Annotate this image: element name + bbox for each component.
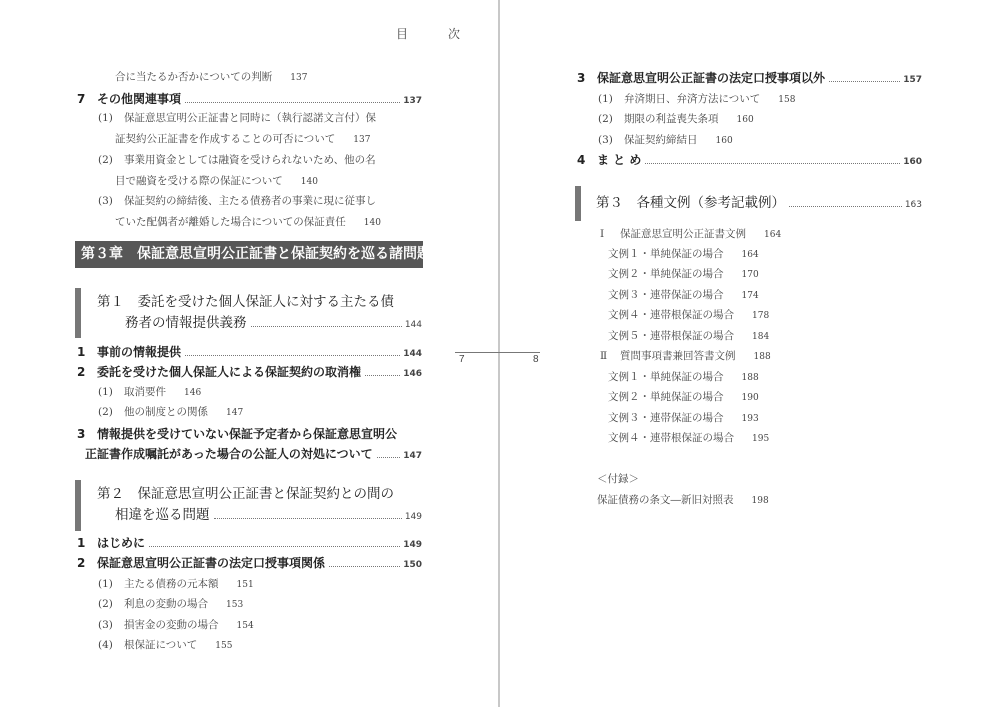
toc-entry-s2-2: [77, 553, 422, 573]
entry-title: 委託を受けた個人保証人による保証契約の取消権: [97, 365, 362, 379]
section-3-bar: [575, 186, 581, 221]
dot-leader: [645, 162, 900, 164]
entry-title: 目で融資を受ける際の保証について: [115, 175, 283, 187]
toc-entry-r3: [577, 68, 922, 88]
entry-title: 保証債務の条文―新旧対照表: [597, 494, 734, 506]
entry-page-number: 151: [236, 580, 254, 590]
entry-title: 事業用資金としては融資を受けられないため、他の名: [124, 154, 376, 166]
toc-example: [608, 264, 759, 284]
entry-number: Ⅱ: [600, 350, 608, 362]
entry-title: 保証意思宣明公正証書と同時に（執行認諾文言付）保: [124, 112, 376, 124]
entry-page-number: 178: [752, 311, 770, 321]
entry-page-number: 174: [741, 291, 759, 301]
toc-subentry-s2-2-1: [98, 574, 254, 594]
entry-number: (2): [598, 113, 613, 125]
entry-title: 証契約公正証書を作成することの可否について: [115, 133, 336, 145]
entry-title: はじめに: [97, 536, 146, 550]
page-number-left: 7: [459, 354, 465, 365]
entry-page-number: 150: [403, 560, 422, 570]
entry-number: Ⅰ: [600, 228, 605, 240]
entry-title: 務者の情報提供義務: [125, 315, 247, 331]
entry-title: 他の制度との関係: [124, 406, 208, 418]
toc-example: [608, 326, 769, 346]
entry-title: 主たる債務の元本額: [124, 578, 219, 590]
dot-leader: [789, 205, 902, 207]
toc-example: [608, 244, 759, 264]
entry-number: (2): [98, 406, 113, 418]
entry-title: 質問事項書兼回答書文例: [620, 350, 736, 362]
dot-leader: [329, 565, 400, 567]
entry-title: 合に当たるか否かについての判断: [115, 71, 273, 83]
toc-subentry-r3-3: [598, 130, 733, 150]
entry-title: 根保証について: [124, 639, 198, 651]
dot-leader: [214, 517, 402, 519]
entry-title: 文例３・連帯保証の場合: [608, 289, 724, 301]
entry-title: 文例１・単純保証の場合: [608, 248, 724, 260]
toc-subentry-r3-1: [598, 89, 795, 109]
entry-number: (1): [98, 112, 113, 124]
entry-number: 4: [577, 153, 586, 167]
entry-page-number: 188: [753, 352, 771, 362]
toc-example: [608, 305, 769, 325]
entry-page-number: 160: [715, 136, 733, 146]
section-1-title-cont: [125, 313, 422, 333]
section-3-title: [596, 193, 922, 213]
entry-page-number: 170: [741, 270, 759, 280]
entry-page-number: 146: [184, 388, 202, 398]
entry-page-number: 153: [226, 600, 244, 610]
entry-page-number: 184: [752, 332, 770, 342]
entry-page-number: 147: [403, 451, 422, 461]
appendix-label: [597, 469, 639, 489]
dot-leader: [365, 374, 400, 376]
section-1-bar: [75, 288, 81, 338]
toc-example: [608, 408, 759, 428]
entry-title: 利息の変動の場合: [124, 598, 208, 610]
toc-example: [608, 367, 759, 387]
entry-title: 保証意思宣明公正証書文例: [620, 228, 746, 240]
entry-number: (3): [598, 134, 613, 146]
section-1-title: [97, 292, 394, 312]
entry-page-number: 154: [236, 621, 254, 631]
page-header: 目 次: [396, 27, 475, 41]
entry-title: 文例２・単純保証の場合: [608, 268, 724, 280]
toc-entry-s2-1: [77, 533, 422, 553]
entry-page-number: 137: [403, 96, 422, 106]
entry-title: 文例３・連帯保証の場合: [608, 412, 724, 424]
folio-divider: [455, 352, 540, 353]
entry-page-number: 147: [226, 408, 244, 418]
page-number-right: 8: [533, 354, 539, 365]
dot-leader: [185, 354, 400, 356]
appendix-entry: [597, 490, 769, 510]
entry-number: (1): [98, 578, 113, 590]
entry-number: 7: [77, 92, 86, 106]
entry-title: 保証契約の締結後、主たる債務者の事業に現に従事し: [124, 195, 376, 207]
toc-subentry-7-3: [98, 191, 376, 211]
entry-page-number: 164: [764, 230, 782, 240]
entry-page-number: 149: [403, 540, 422, 550]
dot-leader: [149, 545, 400, 547]
entry-title: ま と め: [597, 153, 642, 167]
entry-page-number: 155: [215, 641, 233, 651]
entry-page-number: 157: [903, 75, 922, 85]
entry-number: (2): [98, 154, 113, 166]
entry-page-number: 164: [741, 250, 759, 260]
toc-subentry-s2-2-2: [98, 594, 243, 614]
chapter-3-heading: 第３章 保証意思宣明公正証書と保証契約を巡る諸問題: [75, 241, 423, 268]
entry-number: (3): [98, 195, 113, 207]
entry-page-number: 195: [752, 434, 770, 444]
toc-group-2: [600, 346, 771, 366]
entry-title: 保証意思宣明公正証書の法定口授事項関係: [97, 556, 326, 570]
entry-title: 相違を巡る問題: [115, 507, 210, 523]
entry-number: 1: [77, 536, 86, 550]
entry-page-number: 158: [778, 95, 796, 105]
entry-number: (3): [98, 619, 113, 631]
entry-title: 保証契約締結日: [624, 134, 698, 146]
entry-number: 2: [77, 365, 86, 379]
entry-page-number: 190: [741, 393, 759, 403]
entry-title: 第３ 各種文例（参考記載例）: [596, 195, 785, 211]
section-2-title-cont: [115, 505, 422, 525]
toc-entry-s1-2: [77, 362, 422, 382]
toc-subentry-r3-2: [598, 109, 754, 129]
toc-entry-s1-3: [77, 424, 397, 444]
entry-title: 文例２・単純保証の場合: [608, 391, 724, 403]
toc-entry-continued: [115, 67, 307, 87]
section-2-title: [97, 484, 394, 504]
entry-page-number: 137: [353, 135, 371, 145]
toc-entry-s1-1: [77, 342, 422, 362]
dot-leader: [377, 456, 401, 458]
toc-subentry-s2-2-3: [98, 615, 254, 635]
book-spine: [498, 0, 500, 707]
entry-title: 期限の利益喪失条項: [624, 113, 719, 125]
toc-group-1: [600, 224, 781, 244]
toc-subentry-7-3-cont: [115, 212, 381, 232]
toc-example: [608, 428, 769, 448]
toc-entry-7: [77, 89, 422, 109]
entry-title: 文例５・連帯根保証の場合: [608, 330, 734, 342]
entry-number: (4): [98, 639, 113, 651]
entry-title: 文例４・連帯根保証の場合: [608, 432, 734, 444]
toc-subentry-s1-2-2: [98, 402, 243, 422]
dot-leader: [251, 325, 402, 327]
entry-page-number: 140: [300, 177, 318, 187]
entry-number: (1): [598, 93, 613, 105]
entry-title: ていた配偶者が離婚した場合についての保証責任: [115, 216, 346, 228]
entry-title: 事前の情報提供: [97, 345, 182, 359]
entry-page-number: 144: [404, 320, 422, 330]
entry-page-number: 144: [403, 349, 422, 359]
entry-number: 3: [577, 71, 586, 85]
entry-title: 情報提供を受けていない保証予定者から保証意思宣明公: [97, 427, 398, 441]
entry-number: 2: [77, 556, 86, 570]
toc-subentry-7-2-cont: [115, 171, 318, 191]
entry-title: 第１ 委託を受けた個人保証人に対する主たる債: [97, 294, 394, 310]
entry-page-number: 149: [404, 512, 422, 522]
entry-page-number: 188: [741, 373, 759, 383]
entry-title: 文例４・連帯根保証の場合: [608, 309, 734, 321]
entry-title: ＜付録＞: [597, 473, 639, 485]
entry-title: 第２ 保証意思宣明公正証書と保証契約との間の: [97, 486, 394, 502]
dot-leader: [829, 80, 900, 82]
toc-subentry-7-2: [98, 150, 376, 170]
entry-number: 1: [77, 345, 86, 359]
toc-entry-s1-3-cont: [85, 444, 422, 464]
toc-subentry-7-1: [98, 108, 376, 128]
toc-subentry-s1-2-1: [98, 382, 201, 402]
toc-subentry-7-1-cont: [115, 129, 370, 149]
entry-number: 3: [77, 427, 86, 441]
toc-subentry-s2-2-4: [98, 635, 232, 655]
entry-number: (1): [98, 386, 113, 398]
entry-title: その他関連事項: [97, 92, 182, 106]
entry-page-number: 163: [904, 200, 922, 210]
entry-page-number: 193: [741, 414, 759, 424]
toc-entry-r4: [577, 150, 922, 170]
section-2-bar: [75, 480, 81, 531]
entry-page-number: 146: [403, 369, 422, 379]
entry-page-number: 160: [903, 157, 922, 167]
entry-title: 損害金の変動の場合: [124, 619, 219, 631]
dot-leader: [185, 101, 400, 103]
entry-title: 取消要件: [124, 386, 166, 398]
entry-page-number: 140: [363, 218, 381, 228]
entry-page-number: 198: [751, 496, 769, 506]
entry-title: 弁済期日、弁済方法について: [624, 93, 761, 105]
entry-page-number: 137: [290, 73, 308, 83]
toc-example: [608, 285, 759, 305]
entry-title: 保証意思宣明公正証書の法定口授事項以外: [597, 71, 826, 85]
toc-example: [608, 387, 759, 407]
entry-number: (2): [98, 598, 113, 610]
entry-title: 正証書作成嘱託があった場合の公証人の対処について: [85, 447, 373, 461]
entry-title: 文例１・単純保証の場合: [608, 371, 724, 383]
entry-page-number: 160: [736, 115, 754, 125]
